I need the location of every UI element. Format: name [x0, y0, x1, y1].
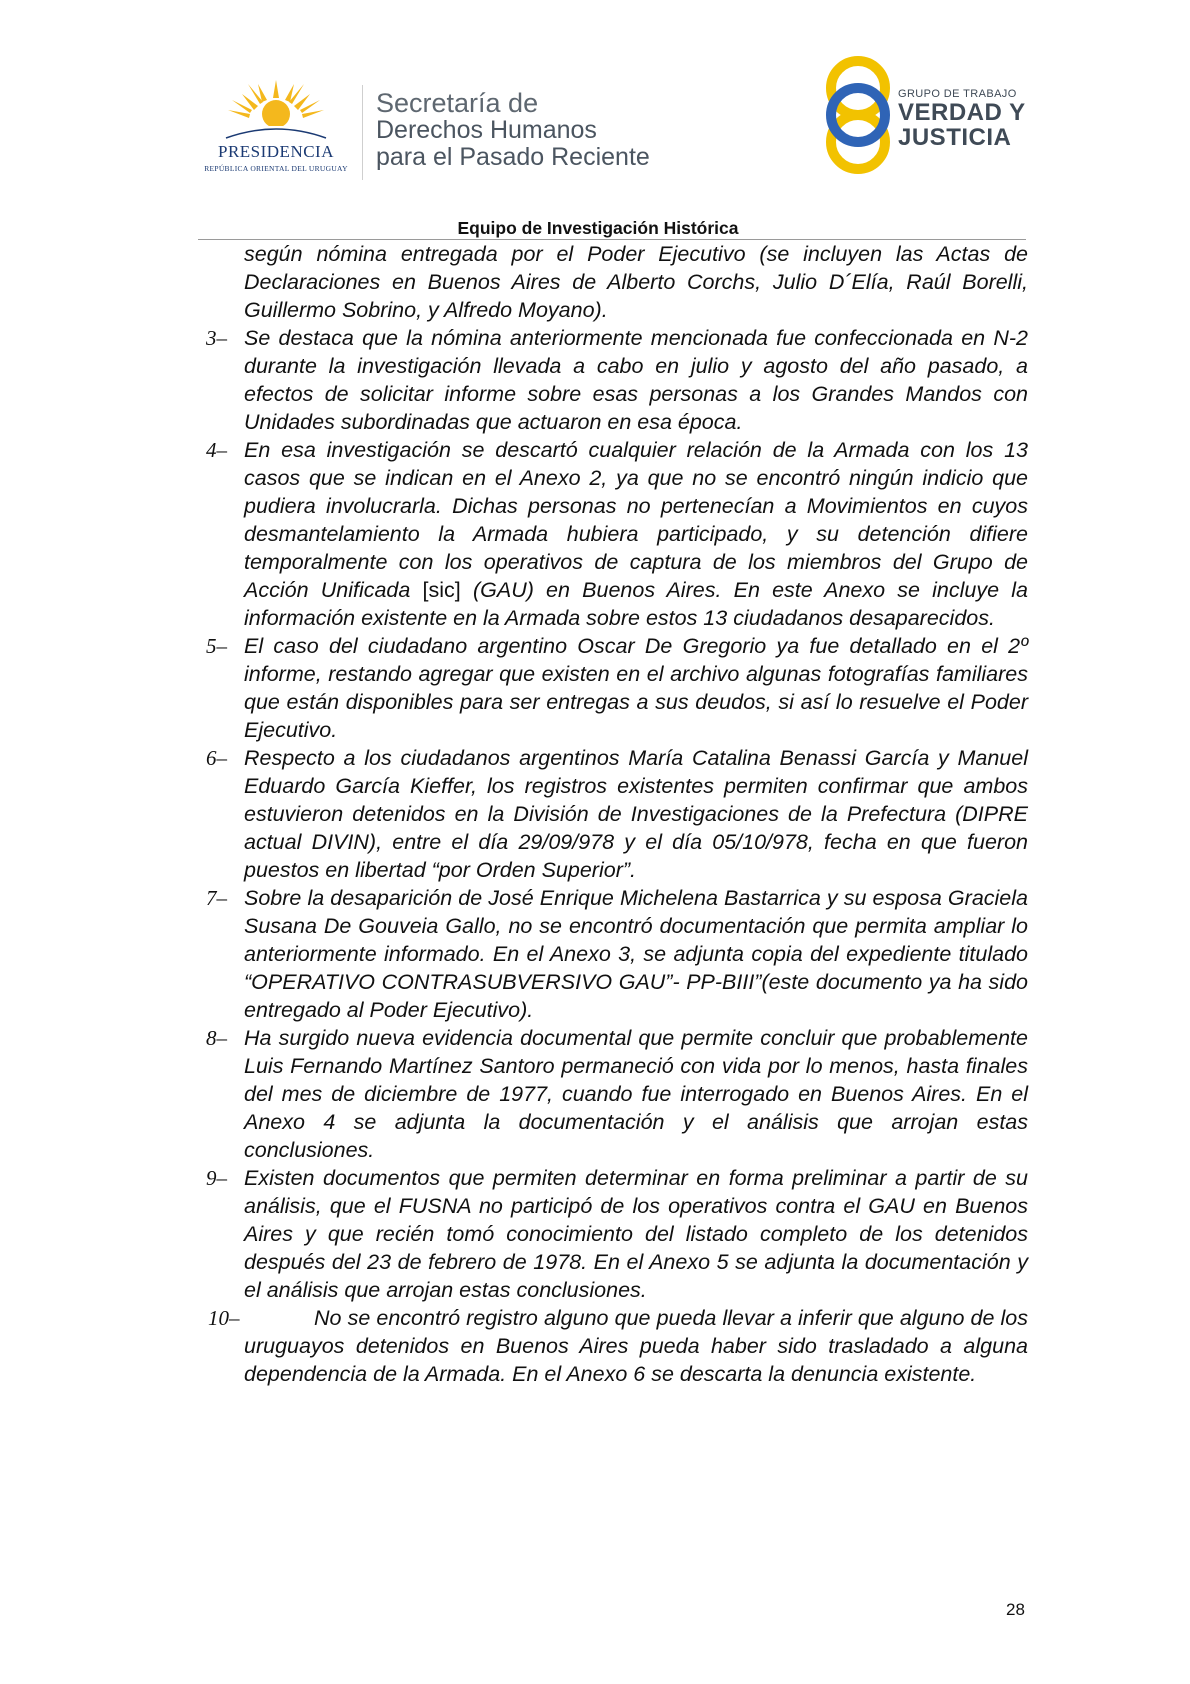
- list-item: [198, 744, 1028, 884]
- item-number: 6–: [206, 746, 227, 770]
- document-body: [198, 240, 1028, 1388]
- secretaria-line-2: Derechos Humanos: [376, 116, 597, 144]
- sic-note: [sic]: [422, 578, 461, 602]
- team-title: Equipo de Investigación Histórica: [457, 218, 739, 238]
- grupo-trabajo-line-1: GRUPO DE TRABAJO: [898, 88, 1017, 100]
- item-number: 3–: [206, 326, 227, 350]
- secretaria-logo-text: [376, 90, 650, 171]
- item-number: 9–: [206, 1166, 227, 1190]
- presidencia-logo: [196, 80, 356, 180]
- item-text: Se destaca que la nómina anteriormente mencionada fue confeccionada en N-2 durante la investigación llevada a cabo en julio y agosto del año pasado, a efectos de solicitar informe sobre esas personas a los Grandes Mandos con Unidades subordinadas que actuaron en esa época.: [244, 326, 1028, 434]
- sun-emblem-icon: [218, 80, 334, 142]
- item-text: Respecto a los ciudadanos argentinos María Catalina Benassi García y Manuel Eduardo García Kieffer, los registros existentes permiten confirmar que ambos estuvieron detenidos en la División de Investigaciones de la Prefectura (DIPRE actual DIVIN), entre el día 29/09/978 y el día 05/10/978, fecha en que fueron puestos en libertad “por Orden Superior”.: [244, 746, 1028, 882]
- item-text: según nómina entregada por el Poder Ejecutivo (se incluyen las Actas de Declaraciones en Buenos Aires de Alberto Corchs, Julio D´Elía, Raúl Borelli, Guillermo Sobrino, y Alfredo Moyano).: [244, 242, 1028, 322]
- item-number: 5–: [206, 634, 227, 658]
- list-item: [198, 1304, 1028, 1388]
- item-number: 7–: [206, 886, 227, 910]
- item-number: 10–: [208, 1306, 240, 1330]
- list-item: [198, 240, 1028, 324]
- grupo-trabajo-text: [898, 88, 1026, 150]
- list-item: [198, 1024, 1028, 1164]
- list-item: [198, 1164, 1028, 1304]
- item-text-part: En esa investigación se descartó cualquier relación de la Armada con los 13 casos que se indican en el Anexo 2, ya que no se encontró ningún indicio que pudiera involucrarla. Dichas personas no pertenecían a Movimientos en cuyos desmantelamiento la Armada hubiera participado, y su detención difiere temporalmente con los operativos de captura de los miembros del Grupo de Acción Unificada: [244, 438, 1028, 602]
- secretaria-line-1: Secretaría de: [376, 88, 539, 118]
- item-number: 8–: [206, 1026, 227, 1050]
- item-text: El caso del ciudadano argentino Oscar De Gregorio ya fue detallado en el 2º informe, restando agregar que existen en el archivo algunas fotografías familiares que están disponibles para ser entregas a sus deudos, si así lo resuelve el Poder Ejecutivo.: [244, 634, 1028, 742]
- list-item: [198, 632, 1028, 744]
- grupo-trabajo-logo: [820, 52, 1060, 182]
- item-text: No se encontró registro alguno que pueda llevar a inferir que alguno de los uruguayos detenidos en Buenos Aires pueda haber sido trasladado a alguna dependencia de la Armada. En el Anexo 6 se descarta la denuncia existente.: [244, 1306, 1028, 1386]
- grupo-trabajo-line-3: JUSTICIA: [898, 124, 1012, 151]
- presidencia-subtitle: REPÚBLICA ORIENTAL DEL URUGUAY: [204, 164, 348, 173]
- list-item: [198, 324, 1028, 436]
- item-text-part: (GAU) en Buenos Aires. En este Anexo se incluye la información existente en la Armada sobre estos 13 ciudadanos desaparecidos.: [244, 578, 1028, 630]
- interlocked-rings-icon: [820, 52, 896, 178]
- header-divider: [362, 85, 363, 180]
- item-text: Ha surgido nueva evidencia documental que permite concluir que probablemente Luis Fernando Martínez Santoro permaneció con vida por lo menos, hasta finales del mes de diciembre de 1977, cuando fue interrogado en Buenos Aires. En el Anexo 4 se adjunta la documentación y el análisis que arrojan estas conclusiones.: [244, 1026, 1028, 1162]
- item-text: Existen documentos que permiten determinar en forma preliminar a partir de su análisis, que el FUSNA no participó de los operativos contra el GAU en Buenos Aires y que recién tomó conocimiento del listado completo de los detenidos después del 23 de febrero de 1978. En el Anexo 5 se adjunta la documentación y el análisis que arrojan estas conclusiones.: [244, 1166, 1028, 1302]
- list-item: [198, 884, 1028, 1024]
- list-item: [198, 436, 1028, 632]
- page-header: [0, 0, 1190, 240]
- presidencia-name: PRESIDENCIA: [217, 142, 334, 161]
- item-number: 4–: [206, 438, 227, 462]
- page-number: 28: [1006, 1600, 1025, 1619]
- item-text: Sobre la desaparición de José Enrique Michelena Bastarrica y su esposa Graciela Susana De Gouveia Gallo, no se encontró documentación que permita ampliar lo anteriormente informado. En el Anexo 3, se adjunta copia del expediente titulado “OPERATIVO CONTRASUBVERSIVO GAU”- PP-BIII”(este documento ya ha sido entregado al Poder Ejecutivo).: [244, 886, 1028, 1022]
- item-text: [244, 436, 1028, 632]
- grupo-trabajo-line-2: VERDAD Y: [898, 99, 1026, 126]
- secretaria-line-3: para el Pasado Reciente: [376, 143, 650, 171]
